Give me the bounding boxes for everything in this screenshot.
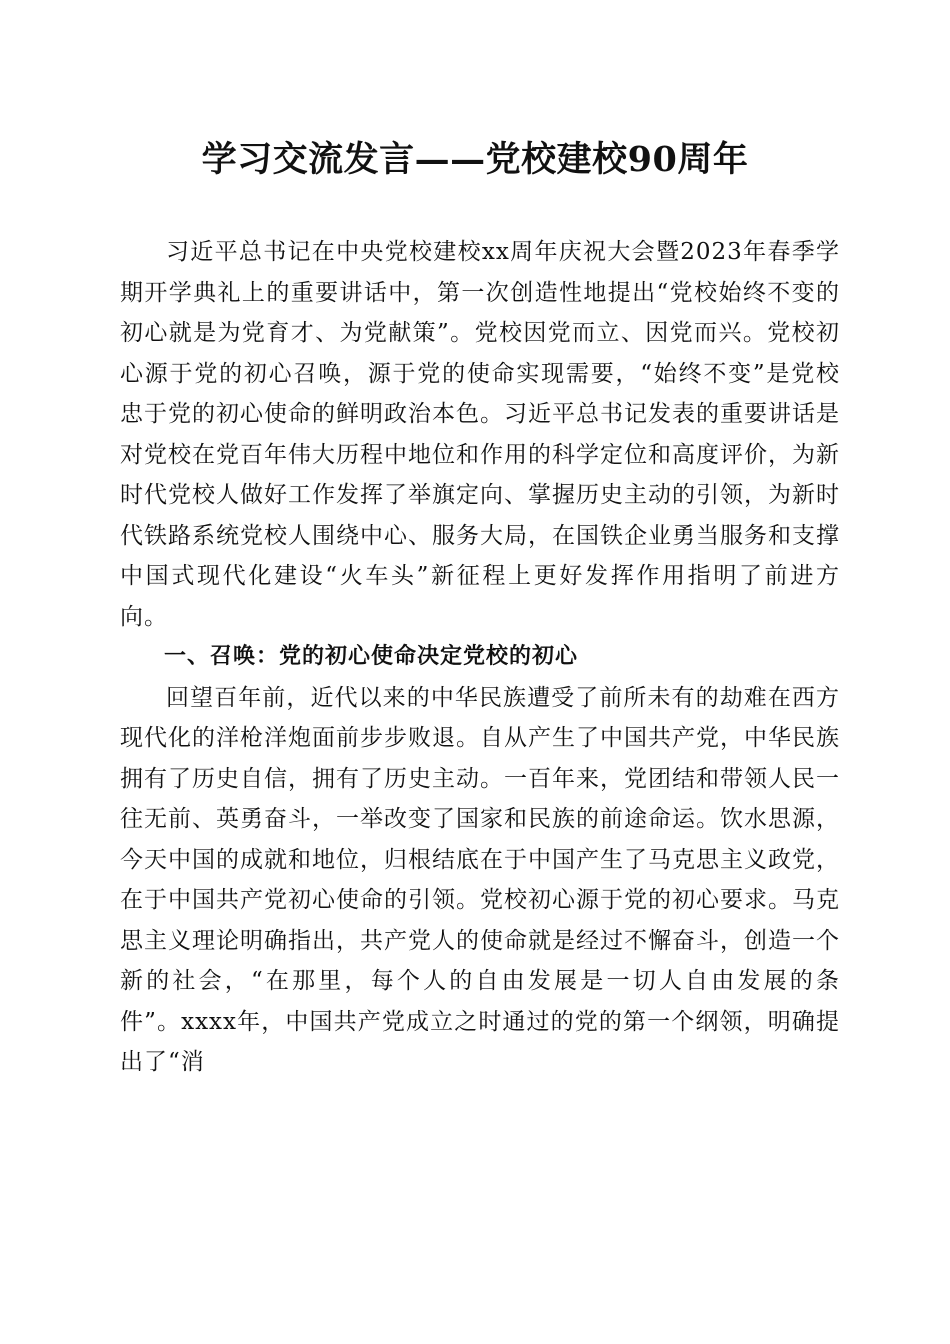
section-heading-1: 一、召唤：党的初心使命决定党校的初心 — [164, 644, 579, 669]
intro-paragraph: 习近平总书记在中央党校建校xx周年庆祝大会暨2023年春季学期开学典礼上的重要讲话中，第一次创造性地提出“党校始终不变的初心就是为党育才、为党献策”。党校因党而立、因党而兴。党校初心源于党的初心召唤，源于党的使命实现需要，“始终不变”是党校忠于党的初心使命的鲜明政治本色。习近平总书记发表的重要讲话是对党校在党百年伟大历程中地位和作用的科学定位和高度评价，为新时代党校人做好工作发挥了举旗定向、掌握历史主动的引领，为新时代铁路系统党校人围绕中心、服务大局，在国铁企业勇当服务和支撑中国式现代化建设“火车头”新征程上更好发挥作用指明了前进方向。 — [120, 239, 840, 630]
section-1-paragraph: 回望百年前，近代以来的中华民族遭受了前所未有的劫难在西方现代化的洋枪洋炮面前步步败退。自从产生了中国共产党，中华民族拥有了历史自信，拥有了历史主动。一百年来，党团结和带领人民一往无前、英勇奋斗，一举改变了国家和民族的前途命运。饮水思源，今天中国的成就和地位，归根结底在于中国产生了马克思主义政党，在于中国共产党初心使命的引领。党校初心源于党的初心要求。马克思主义理论明确指出，共产党人的使命就是经过不懈奋斗，创造一个新的社会，“在那里，每个人的自由发展是一切人自由发展的条件”。xxxx年，中国共产党成立之时通过的党的第一个纲领，明确提出了“消 — [120, 684, 840, 1075]
document-title: 学习交流发言——党校建校90周年 — [201, 139, 749, 180]
document-body — [120, 232, 840, 1083]
